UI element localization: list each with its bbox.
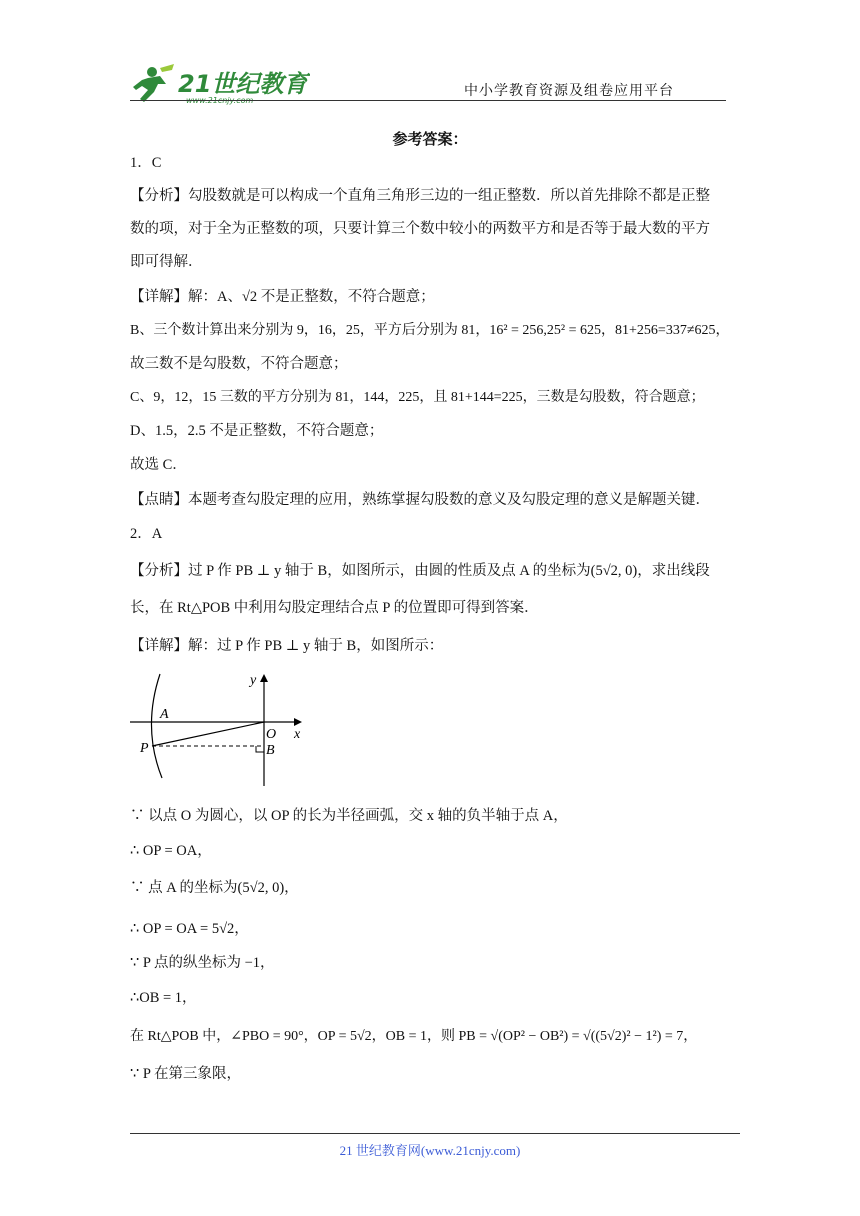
header-divider [130, 100, 726, 101]
q1-detail-line-1: 【详解】解：A、√2 不是正整数，不符合题意； [130, 289, 435, 305]
q1-detail-line-3: 故三数不是勾股数，不符合题意； [130, 356, 348, 372]
x-axis-label: x [294, 727, 301, 742]
point-b-label: B [266, 743, 275, 758]
q2-step-5: ∵ P 点的纵坐标为 −1， [130, 955, 275, 971]
q2-step-7: 在 Rt△POB 中，∠PBO = 90°，OP = 5√2，OB = 1，则 PB = √(OP² − OB²) = √((5√2)² − 1²) = 7， [130, 1029, 698, 1044]
point-p-label: P [140, 741, 149, 756]
coordinate-figure [128, 668, 318, 788]
q2-analysis-line-2: 长，在 Rt△POB 中利用勾股定理结合点 P 的位置即可得到答案． [130, 600, 539, 616]
q2-analysis-line-1: 【分析】过 P 作 PB ⊥ y 轴于 B，如图所示，由圆的性质及点 A 的坐标为(5√2, 0)，求出线段 [130, 563, 710, 579]
q2-step-2: ∴ OP = OA， [130, 843, 212, 859]
q1-choose: 故选 C． [130, 457, 187, 473]
q1-detail-line-4: C、9，12，15 三数的平方分别为 81，144，225，且 81+144=225，三数是勾股数，符合题意； [130, 390, 705, 405]
q2-step-8: ∵ P 在第三象限， [130, 1066, 242, 1082]
q1-detail-line-5: D、1.5，2.5 不是正整数，不符合题意； [130, 423, 384, 439]
q2-detail-line-1: 【详解】解：过 P 作 PB ⊥ y 轴于 B，如图所示： [130, 638, 444, 654]
q1-analysis-line-3: 即可得解． [130, 254, 203, 270]
logo-text: 21世纪教育 [178, 70, 308, 98]
q1-answer: 1．C [130, 155, 162, 171]
q1-detail-line-2: B、三个数计算出来分别为 9，16，25，平方后分别为 81，16² = 256,25² = 625，81+256=337≠625， [130, 323, 730, 338]
footer-divider [130, 1133, 740, 1134]
platform-name: 中小学教育资源及组卷应用平台 [464, 84, 674, 99]
q2-step-4: ∴ OP = OA = 5√2， [130, 921, 249, 937]
q2-step-3: ∵ 点 A 的坐标为(5√2, 0)， [130, 880, 299, 896]
q1-comment: 【点睛】本题考查勾股定理的应用，熟练掌握勾股数的意义及勾股定理的意义是解题关键． [130, 492, 710, 508]
q1-analysis-line-1: 【分析】勾股数就是可以构成一个直角三角形三边的一组正整数．所以首先排除不都是正整 [130, 188, 710, 204]
y-axis-label: y [250, 673, 257, 688]
footer-link[interactable]: 21 世纪教育网(www.21cnjy.com) [339, 1143, 521, 1158]
point-o-label: O [266, 727, 277, 742]
q2-step-1: ∵ 以点 O 为圆心，以 OP 的长为半径画弧，交 x 轴的负半轴于点 A， [130, 808, 568, 824]
q2-step-6: ∴OB = 1， [130, 990, 197, 1006]
q2-answer: 2．A [130, 526, 163, 542]
q1-analysis-line-2: 数的项，对于全为正整数的项，只要计算三个数中较小的两数平方和是否等于最大数的平方 [130, 221, 710, 237]
point-a-label: A [160, 707, 169, 722]
page-title: 参考答案： [392, 132, 468, 148]
